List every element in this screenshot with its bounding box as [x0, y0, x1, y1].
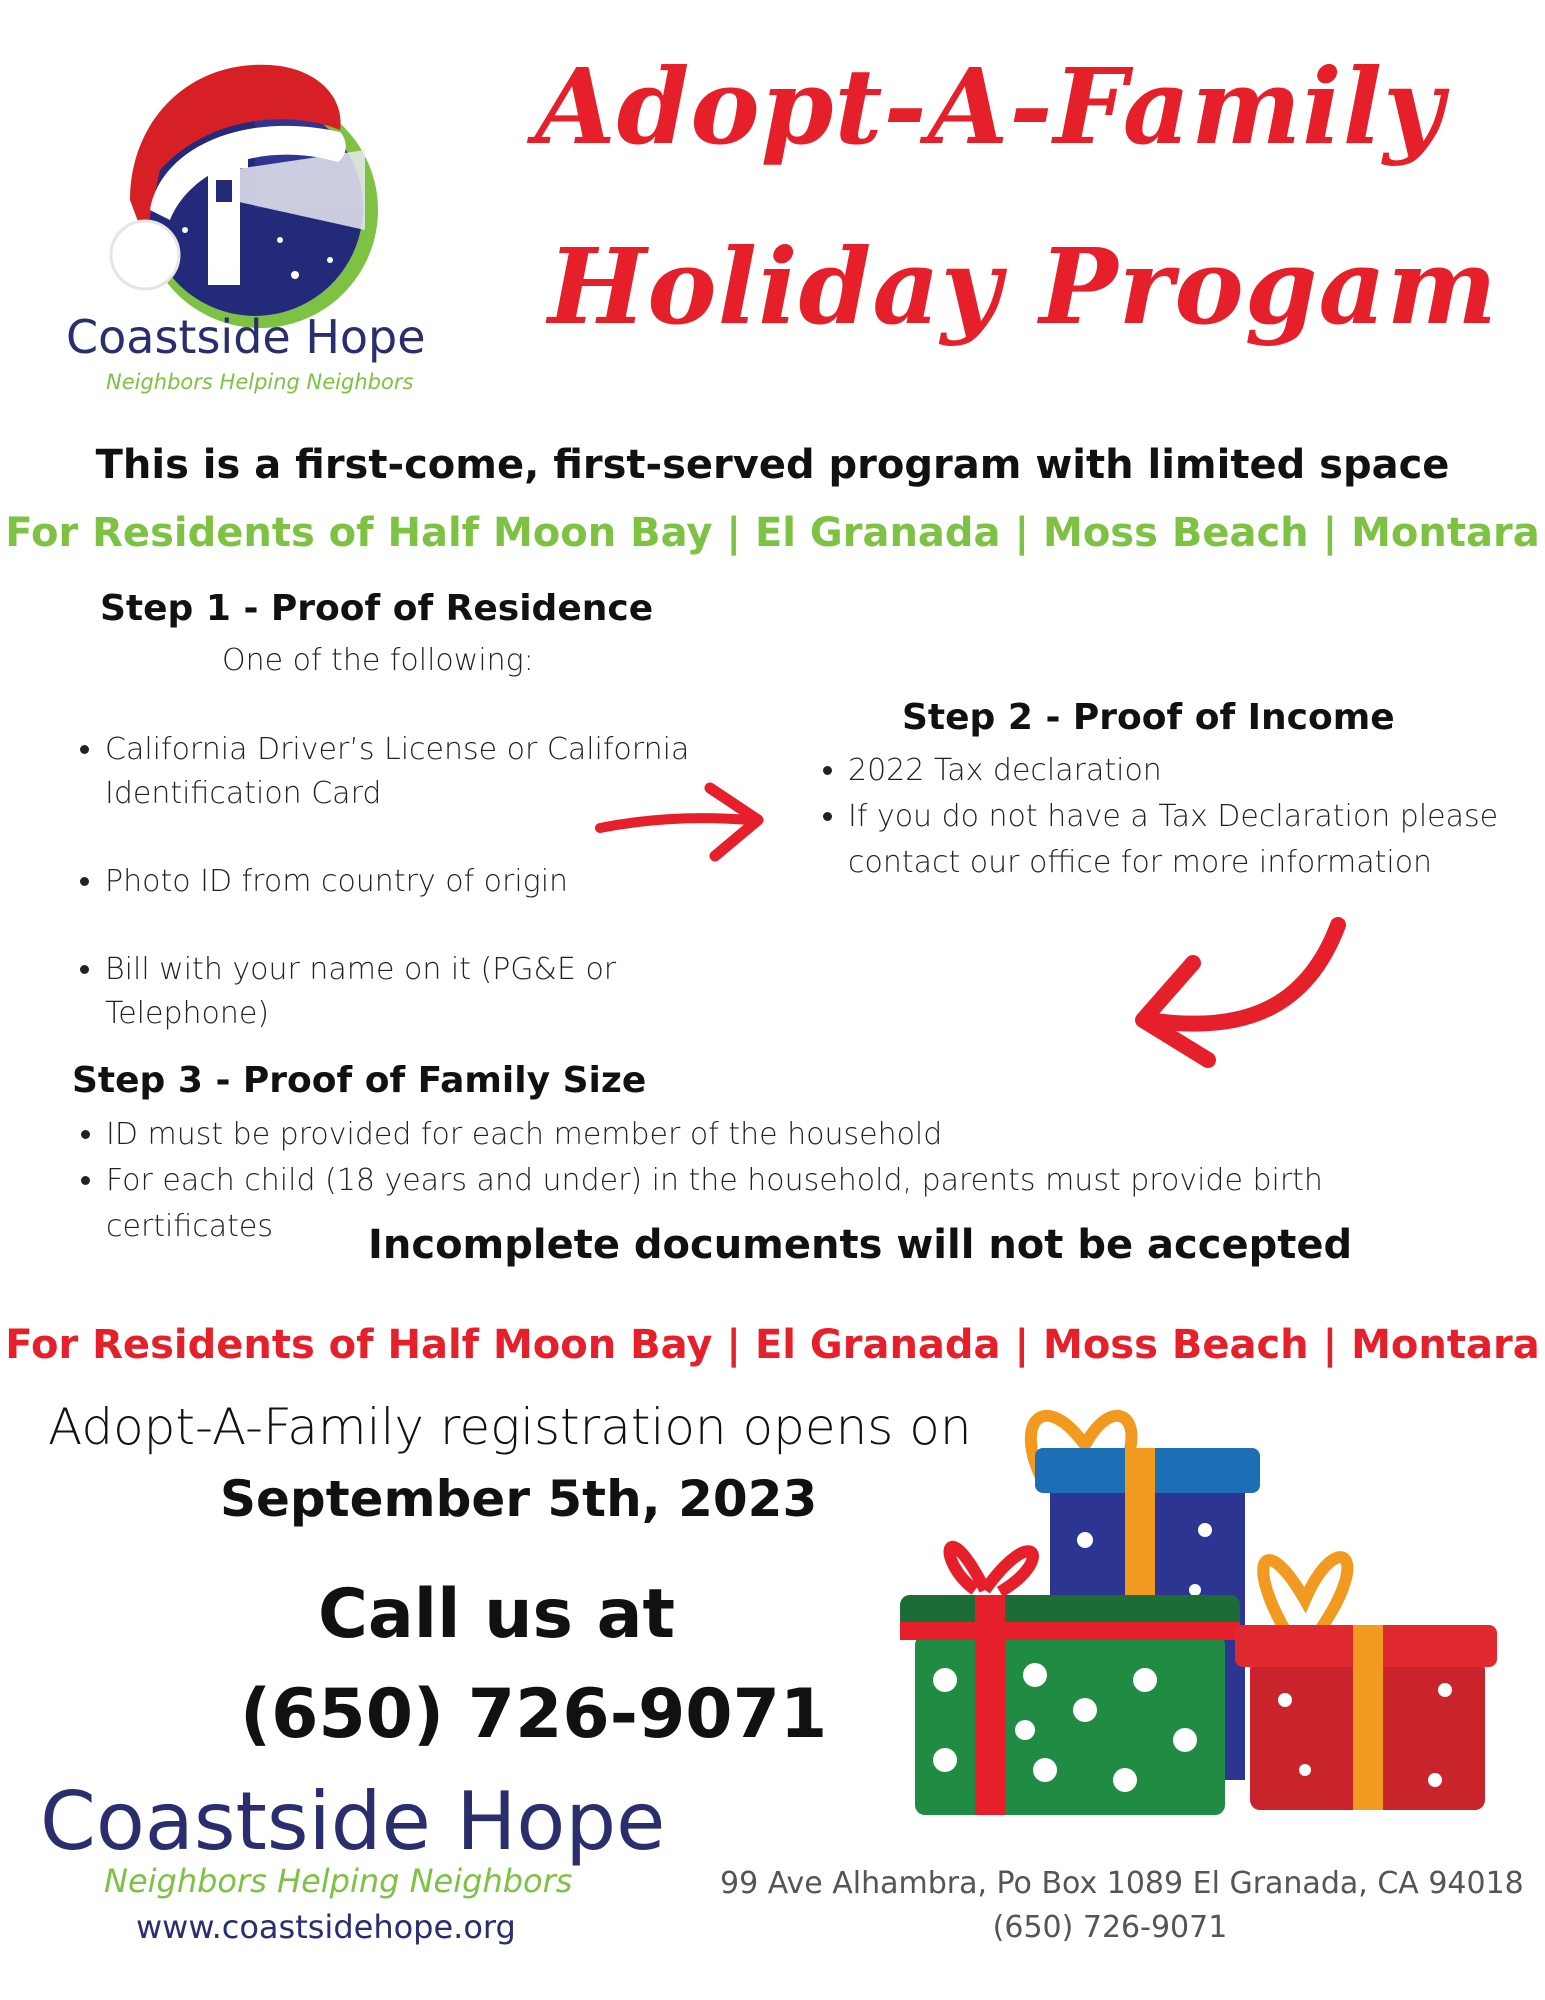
- logo-tagline: Neighbors Helping Neighbors: [106, 370, 414, 394]
- arrow-right-icon: [590, 778, 770, 868]
- list-item: • If you do not have a Tax Declaration please contact our office for more information: [848, 794, 1538, 886]
- header-logo: [60, 40, 460, 410]
- residents-line: For Residents of Half Moon Bay | El Granada | Moss Beach | Montara: [5, 510, 1540, 556]
- arrow-curved-down-left-icon: [1118, 915, 1348, 1085]
- footer-org-name: Coastside Hope: [40, 1775, 666, 1868]
- step3-heading: Step 3 - Proof of Family Size: [72, 1060, 647, 1101]
- logo-name: Coastside Hope: [66, 310, 426, 364]
- step2-list: [808, 748, 1538, 886]
- warning-text: Incomplete documents will not be accepted: [368, 1222, 1353, 1268]
- call-label: Call us at: [318, 1575, 676, 1654]
- list-item: • Bill with your name on it (PG&E or Telephone): [105, 948, 705, 1036]
- website-link[interactable]: www.coastsidehope.org: [136, 1908, 516, 1946]
- page-title-line2: Holiday Progam: [548, 225, 1498, 348]
- registration-line: Adopt-A-Family registration opens on: [48, 1398, 972, 1456]
- footer-phone: (650) 726-9071: [992, 1910, 1228, 1945]
- footer-address: 99 Ave Alhambra, Po Box 1089 El Granada, CA 94018: [720, 1866, 1524, 1901]
- gift-boxes-icon: [885, 1360, 1505, 1830]
- call-phone: (650) 726-9071: [240, 1675, 828, 1754]
- list-item: • ID must be provided for each member of the household: [106, 1112, 1356, 1158]
- step1-list: [65, 728, 705, 1036]
- notice-text: This is a first-come, first-served program with limited space: [95, 442, 1450, 488]
- residents-line-bottom: For Residents of Half Moon Bay | El Granada | Moss Beach | Montara: [5, 1322, 1540, 1368]
- step1-heading: Step 1 - Proof of Residence: [100, 588, 654, 629]
- list-item: • Photo ID from country of origin: [105, 860, 705, 904]
- registration-date: September 5th, 2023: [220, 1470, 818, 1528]
- list-item: • For each child (18 years and under) in the household, parents must provide birth certificates: [106, 1158, 1356, 1250]
- page-title-line1: Adopt-A-Family: [535, 45, 1445, 168]
- step1-subheading: One of the following:: [222, 643, 534, 678]
- santa-hat-lighthouse-logo-icon: [90, 40, 390, 330]
- step2-heading: Step 2 - Proof of Income: [902, 697, 1395, 738]
- footer-tagline: Neighbors Helping Neighbors: [104, 1862, 573, 1900]
- list-item: • California Driver’s License or California Identification Card: [105, 728, 705, 816]
- list-item: • 2022 Tax declaration: [848, 748, 1538, 794]
